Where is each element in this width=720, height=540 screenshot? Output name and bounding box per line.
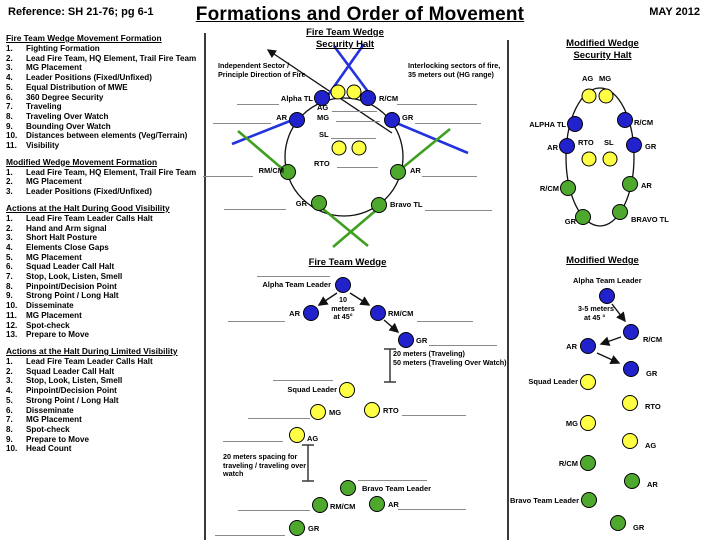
date-text: MAY 2012: [649, 6, 700, 18]
node-ag-mg-pair: [347, 85, 362, 100]
blank-line: [248, 417, 310, 419]
node-bravo-tl: [371, 197, 387, 213]
label-rmcm-bravo: RM/CM: [330, 502, 356, 511]
label-ar-bravo: AR: [647, 480, 658, 489]
list-item: MG Placement: [26, 252, 82, 262]
blank-line: [358, 479, 427, 481]
node-mg: [599, 89, 614, 104]
label-bravo-team-leader: Bravo Team Leader: [509, 496, 579, 505]
label-ar-right: AR: [641, 181, 652, 190]
label-alpha-team-leader: Alpha Team Leader: [573, 276, 642, 285]
blank-line: [228, 320, 285, 322]
blank-line: [415, 122, 481, 124]
annotation-20m-traveling: 20 meters (Traveling): [393, 349, 465, 358]
page-title: Formations and Order of Movement: [195, 4, 525, 25]
label-rcm-left: R/CM: [539, 184, 559, 193]
node-gr-left: [311, 195, 327, 211]
label-ag: AG: [317, 103, 329, 112]
node-sl-rto-pair: [332, 141, 347, 156]
node-rcm: [617, 112, 633, 128]
annotation-50m-overwatch: 50 meters (Traveling Over Watch): [393, 358, 507, 367]
node-rcm: [623, 324, 639, 340]
label-rmcm: RM/CM: [258, 166, 284, 175]
label-gr: GR: [416, 336, 428, 345]
list-item: Strong Point / Long Halt: [26, 395, 119, 405]
list-item: Leader Positions (Fixed/Unfixed): [26, 187, 152, 197]
label-rmcm: RM/CM: [388, 309, 414, 318]
node-alpha-team-leader: [335, 277, 351, 293]
node-rto: [582, 152, 597, 167]
blank-line: [332, 110, 377, 112]
label-sl: SL: [319, 130, 329, 139]
label-mg: MG: [317, 113, 330, 122]
node-rto: [364, 402, 380, 418]
node-mg: [310, 404, 326, 420]
node-ag: [582, 89, 597, 104]
mw-security-halt-heading: Modified Wedge Security Halt: [566, 38, 639, 61]
blank-line: [237, 103, 279, 105]
node-rmcm: [370, 305, 386, 321]
blank-line: [238, 509, 310, 511]
label-rcm: R/CM: [379, 94, 399, 103]
node-gr-bravo: [289, 520, 305, 536]
node-alpha-tl: [567, 116, 583, 132]
label-rcm-bravo: R/CM: [558, 459, 578, 468]
list-item: Visibility: [26, 141, 60, 151]
list-item: Lead Fire Team, HQ Element, Trail Fire Team: [26, 53, 197, 63]
label-ar: AR: [566, 342, 577, 351]
blank-line: [257, 275, 330, 277]
annotation-10-meters: 10 meters at 45°: [331, 295, 355, 322]
label-gr-left: GR: [295, 199, 307, 208]
list-item: 360 Degree Security: [26, 92, 104, 102]
node-rmcm-bravo: [312, 497, 328, 513]
label-sl: SL: [604, 138, 614, 147]
list-item: Elements Close Gaps: [26, 242, 109, 252]
list-item: MG Placement: [26, 63, 82, 73]
node-bravo-team-leader: [340, 480, 356, 496]
section-heading: Modified Wedge Movement Formation: [6, 156, 158, 167]
node-sl: [603, 152, 618, 167]
node-ar-right: [390, 164, 406, 180]
label-gr-bravo: GR: [308, 524, 320, 533]
blank-line: [429, 344, 497, 346]
blank-line: [213, 122, 271, 124]
label-ar-right: AR: [410, 166, 421, 175]
list-item: Lead Fire Team Leader Calls Halt: [26, 213, 153, 223]
label-rcm: R/CM: [643, 335, 663, 344]
blank-line: [422, 175, 477, 177]
list-item: Squad Leader Call Halt: [26, 262, 115, 272]
label-rto: RTO: [314, 159, 330, 168]
label-rto: RTO: [645, 402, 661, 411]
list-item: Pinpoint/Decision Point: [26, 386, 117, 396]
list-item: Stop, Look, Listen, Smell: [26, 272, 123, 282]
label-ar-bravo: AR: [388, 500, 399, 509]
list-item: Lead Fire Team Leader Calls Halt: [26, 356, 153, 366]
blank-line: [402, 414, 466, 416]
label-gr-left: GR: [564, 217, 576, 226]
blank-line: [203, 175, 253, 177]
label-squad-leader: Squad Leader: [287, 385, 337, 394]
list-item: Traveling: [26, 102, 62, 112]
list-item: MG Placement: [26, 310, 82, 320]
node-gr-bravo: [610, 515, 626, 531]
list-item: Lead Fire Team, HQ Element, Trail Fire Team: [26, 167, 197, 177]
label-ag: AG: [645, 441, 657, 450]
label-rto: RTO: [578, 138, 594, 147]
node-squad-leader: [339, 382, 355, 398]
annotation-20m-spacing: 20 meters spacing for traveling / traveling over watch: [223, 452, 307, 479]
label-gr-right: GR: [645, 142, 657, 151]
ftw-title: Fire Team Wedge: [308, 257, 387, 268]
label-ag: AG: [307, 434, 319, 443]
node-ar-bravo: [624, 473, 640, 489]
list-item: Squad Leader Call Halt: [26, 366, 115, 376]
reference-text: Reference: SH 21-76; pg 6-1: [8, 6, 154, 18]
label-gr-right: GR: [402, 113, 414, 122]
list-item: MG Placement: [26, 177, 82, 187]
node-ar: [580, 338, 596, 354]
label-ar: AR: [289, 309, 300, 318]
label-bravo-tl: Bravo TL: [390, 200, 423, 209]
list-item: Leader Positions (Fixed/Unfixed): [26, 73, 152, 83]
label-ag: AG: [582, 74, 594, 83]
section-heading: Fire Team Wedge Movement Formation: [6, 33, 162, 43]
list-item: Pinpoint/Decision Point: [26, 281, 117, 291]
label-gr: GR: [646, 369, 658, 378]
list-item: Spot-check: [26, 424, 70, 434]
list-item: Stop, Look, Listen, Smell: [26, 376, 123, 386]
label-ar-left: AR: [276, 113, 287, 122]
node-gr: [398, 332, 414, 348]
list-item: MG Placement: [26, 415, 82, 425]
note-interlocking-sectors: Interlocking sectors of fire, 35 meters out (HG range): [408, 61, 501, 79]
list-item: Spot-check: [26, 320, 70, 330]
label-ar-left: AR: [547, 143, 558, 152]
label-alpha-team-leader: Alpha Team Leader: [262, 280, 331, 289]
node-rcm: [360, 90, 376, 106]
node-bravo-tl: [612, 204, 628, 220]
node-gr-right: [384, 112, 400, 128]
list-item: Traveling Over Watch: [26, 111, 109, 121]
blank-line: [336, 120, 380, 122]
blank-line: [224, 208, 286, 210]
node-ar-bravo: [369, 496, 385, 512]
list-item: Strong Point / Long Halt: [26, 291, 119, 301]
list-item: Equal Distribution of MWE: [26, 82, 128, 92]
node-alpha-team-leader: [599, 288, 615, 304]
ftw-security-halt-heading: Fire Team Wedge Security Halt: [306, 27, 384, 50]
blank-line: [331, 137, 376, 139]
blank-line: [425, 209, 492, 211]
annotation-3-5-meters: 3-5 meters at 45 °: [578, 304, 614, 322]
list-item: Bounding Over Watch: [26, 121, 111, 131]
node-ar-left: [559, 138, 575, 154]
node-ag: [622, 433, 638, 449]
node-rcm-left: [560, 180, 576, 196]
section-heading: Actions at the Halt During Good Visibility: [6, 202, 170, 213]
list-item: Disseminate: [26, 301, 74, 311]
list-item: Distances between elements (Veg/Terrain): [26, 131, 188, 141]
blank-line: [273, 379, 333, 381]
node-rto: [622, 395, 638, 411]
node-ag: [289, 427, 305, 443]
label-mg: MG: [329, 408, 342, 417]
label-rto: RTO: [383, 406, 399, 415]
node-ag-mg-pair: [331, 85, 346, 100]
list-item: Short Halt Posture: [26, 233, 98, 243]
node-gr: [623, 361, 639, 377]
node-rcm-bravo: [580, 455, 596, 471]
node-gr-right: [626, 137, 642, 153]
label-mg: MG: [565, 419, 578, 428]
label-alpha-tl: ALPHA TL: [529, 120, 566, 129]
list-item: Head Count: [26, 444, 72, 454]
label-gr-bravo: GR: [633, 523, 645, 532]
list-item: Prepare to Move: [26, 434, 89, 444]
blank-line: [398, 508, 466, 510]
label-bravo-team-leader: Bravo Team Leader: [362, 484, 432, 493]
note-independent-sector: Independent Sector / Principle Direction of Fire: [218, 61, 306, 79]
node-ar-left: [289, 112, 305, 128]
list-item: Disseminate: [26, 405, 74, 415]
node-sl-rto-pair: [352, 141, 367, 156]
node-squad-leader: [580, 374, 596, 390]
blank-line: [223, 440, 283, 442]
mw-title: Modified Wedge: [566, 255, 639, 266]
node-ar-right: [622, 176, 638, 192]
node-ar: [303, 305, 319, 321]
label-mg: MG: [599, 74, 612, 83]
label-bravo-tl: BRAVO TL: [631, 215, 669, 224]
label-squad-leader: Squad Leader: [528, 377, 578, 386]
section-heading: Actions at the Halt During Limited Visibility: [6, 345, 178, 356]
blank-line: [417, 320, 473, 322]
node-mg: [580, 415, 596, 431]
node-bravo-team-leader: [581, 492, 597, 508]
list-item: Prepare to Move: [26, 330, 89, 340]
node-gr-left: [575, 209, 591, 225]
blank-line: [215, 534, 285, 536]
blank-line: [337, 166, 378, 168]
list-item: Fighting Formation: [26, 44, 100, 53]
label-rcm: R/CM: [634, 118, 654, 127]
list-item: Hand and Arm signal: [26, 223, 107, 233]
blank-line: [397, 103, 477, 105]
label-alpha-tl: Alpha TL: [280, 94, 313, 103]
